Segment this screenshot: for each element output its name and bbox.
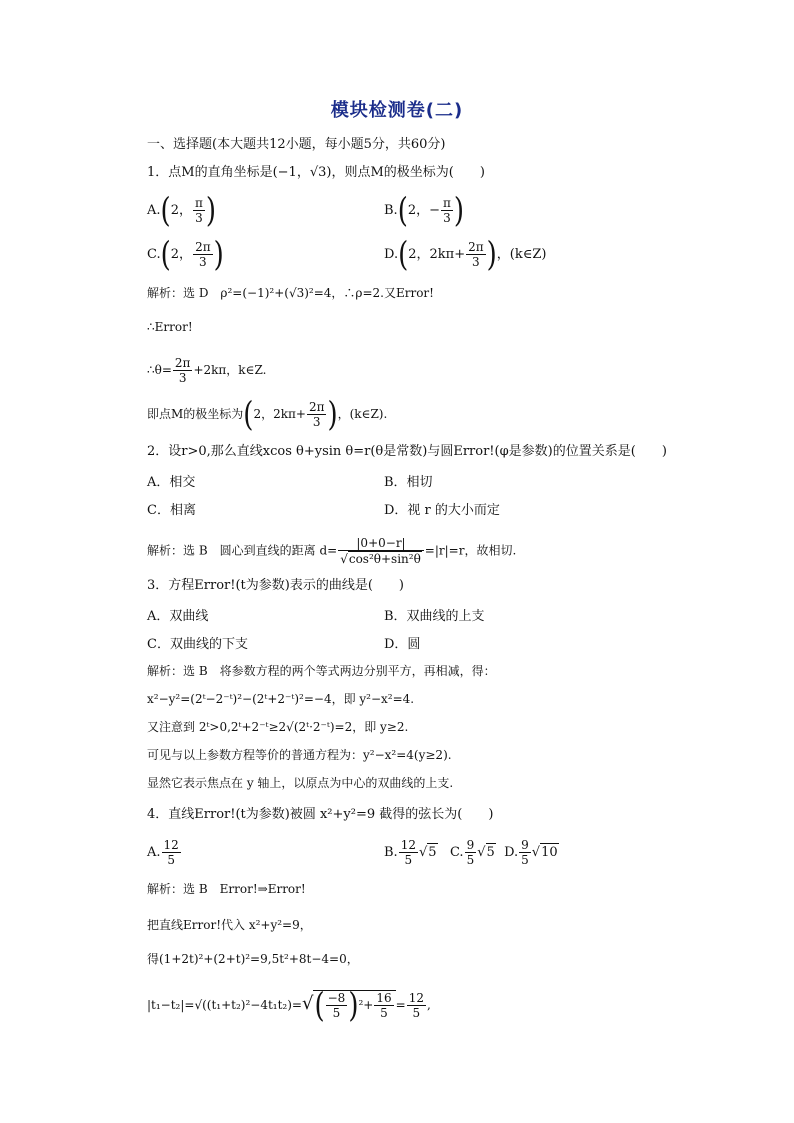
q4-solution-line2: 把直线Error!代入 x²+y²=9， [147,918,312,932]
q4-option-c[interactable]: C. $\frac{9}{5}$ √5 [449,838,495,867]
q1-a-frac: $\frac{\pi}{3}$ [194,196,203,225]
q3-solution-line2: x²−y²=(2ᵗ−2⁻ᵗ)²−(2ᵗ+2⁻ᵗ)²=−4，即 y²−x²=4. [147,692,415,706]
q3-option-c[interactable]: C．双曲线的下支 [147,637,248,652]
q3-option-b[interactable]: B．双曲线的上支 [384,609,485,624]
q4-solution-line1: 解析：选 B Error!⇒Error! [147,882,306,896]
q3-option-d[interactable]: D．圆 [384,637,421,652]
q1-solution-line3: ∴θ= $\frac{2\pi}{3}$ +2kπ，k∈Z. [147,356,267,385]
q2-option-b[interactable]: B．相切 [384,475,433,490]
q1-d-frac: $\frac{2\pi}{3}$ [468,240,484,269]
q3-solution-line4: 可见与以上参数方程等价的普通方程为：y²−x²=4(y≥2). [147,748,452,762]
q3-solution-line3: 又注意到 2ᵗ>0,2ᵗ+2⁻ᵗ≥2√(2ᵗ·2⁻ᵗ)=2，即 y≥2. [147,720,409,734]
q1-solution-line1: 解析：选 D ρ²=(−1)²+(√3)²=4，∴ρ=2.又Error! [147,286,434,300]
q2-stem: 2．设r>0,那么直线xcos θ+ysin θ=r(θ是常数)与圆Error!(φ是参数)的位置关系是( ) [147,444,667,459]
q4-options-bcd[interactable] [384,838,559,867]
page-title: 模块检测卷(二) [330,100,464,121]
q1-option-d[interactable]: D.(2，2kπ+ $\frac{2\pi}{3}$ )，(k∈Z) [384,235,547,274]
q3-option-a[interactable]: A．双曲线 [147,609,209,624]
q4-option-b[interactable]: B. $\frac{12}{5}$ √5 [384,838,437,867]
q1-b-frac: $\frac{\pi}{3}$ [443,196,451,225]
q4-stem: 4．直线Error!(t为参数)被圆 x²+y²=9 截得的弦长为( ) [147,807,494,822]
q2-option-a[interactable]: A．相交 [147,475,196,490]
q4-solution-line3: 得(1+2t)²+(2+t)²=9,5t²+8t−4=0， [147,952,359,966]
q3-solution-line1: 解析：选 B 将参数方程的两个等式两边分别平方，再相减，得： [147,664,496,678]
q1-solution-line4: 即点M的极坐标为(2，2kπ+ $\frac{2\pi}{3}$ )，(k∈Z). [147,395,388,434]
q1-c-frac: $\frac{2\pi}{3}$ [195,240,211,269]
q1-option-a[interactable]: A.(2， $\frac{\pi}{3}$ ) [147,191,217,230]
q4-solution-line4: |t₁−t₂|=√((t₁+t₂)²−4t₁t₂)=√( $\frac{-8}{5}$ )²+ $\frac{16}{5}$ = $\frac{12}{5}$ , [147,986,431,1025]
q1-option-c[interactable]: C.(2， $\frac{2\pi}{3}$ ) [147,235,224,274]
q1-option-b[interactable]: B.(2，− $\frac{\pi}{3}$ ) [384,191,465,230]
q3-solution-line5: 显然它表示焦点在 y 轴上，以原点为中心的双曲线的上支. [147,776,454,790]
section-heading: 一、选择题(本大题共12小题，每小题5分，共60分) [147,137,446,152]
q2-solution: 解析：选 B 圆心到直线的距离 d= $\frac{|0+0-r|}{\text{√cos²θ+sin²θ}}$ =|r|=r，故相切. [147,536,517,566]
q4-option-d[interactable]: D. $\frac{9}{5}$ √10 [504,838,558,867]
q2-option-d[interactable]: D．视 r 的大小而定 [384,503,500,518]
q3-stem: 3．方程Error!(t为参数)表示的曲线是( ) [147,578,404,593]
q1-solution-line2: ∴Error! [147,320,193,334]
q2-option-c[interactable]: C．相离 [147,503,196,518]
q4-option-a[interactable]: A. $\frac{12}{5}$ [147,838,179,867]
q1-stem: 1．点M的直角坐标是(−1，√3)，则点M的极坐标为( ) [147,165,485,180]
